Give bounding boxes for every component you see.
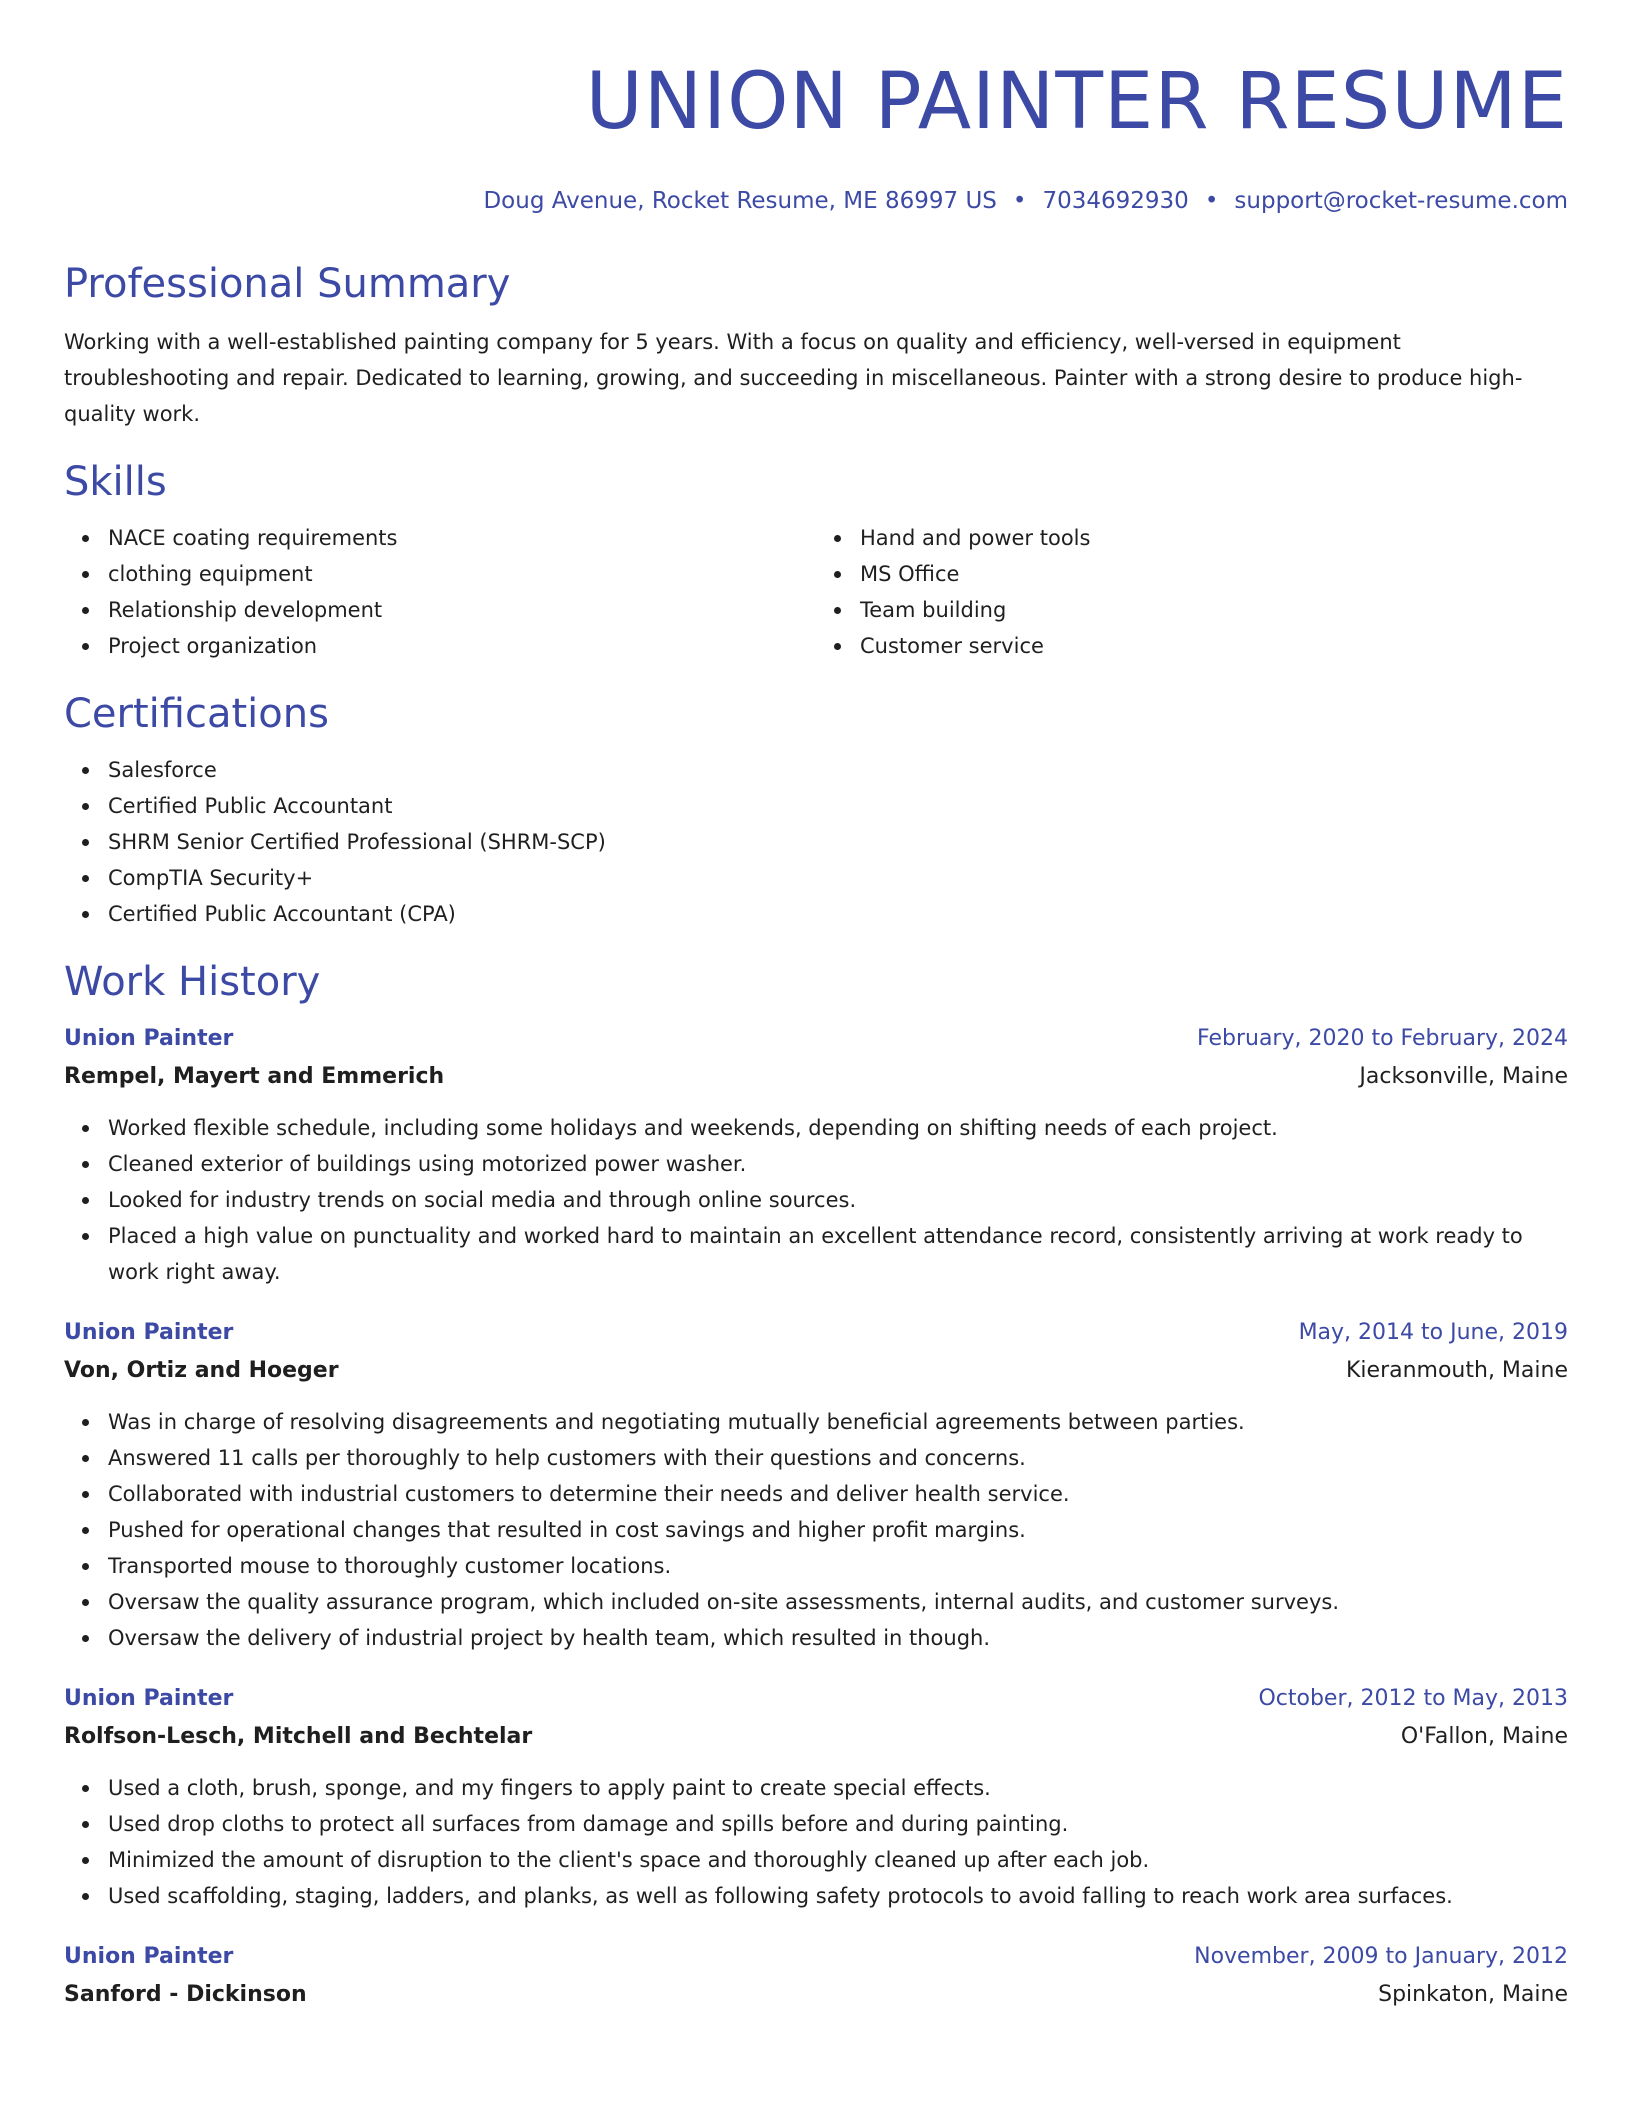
skill-item: Team building (860, 592, 1568, 628)
job-title-row (64, 1680, 1568, 1718)
job-duties-list (64, 1110, 1568, 1290)
job-duty: Used scaffolding, staging, ladders, and planks, as well as following safety protocols to avoid falling to reach work area surfaces. (108, 1878, 1568, 1914)
skill-item: clothing equipment (108, 556, 816, 592)
certification-item: Salesforce (108, 752, 1568, 788)
job-duty: Pushed for operational changes that resulted in cost savings and higher profit margins. (108, 1512, 1568, 1548)
contact-address: Doug Avenue, Rocket Resume, ME 86997 US (483, 188, 997, 214)
contact-phone: 7034692930 (1042, 188, 1189, 214)
job-title-row (64, 1020, 1568, 1058)
contact-email: support@rocket-resume.com (1234, 188, 1568, 214)
skill-item: MS Office (860, 556, 1568, 592)
contact-line (64, 186, 1568, 216)
job-company: Rolfson-Lesch, Mitchell and Bechtelar (64, 1724, 533, 1749)
job-dates: May, 2014 to June, 2019 (1298, 1320, 1568, 1345)
work-history-section (64, 958, 1568, 2014)
contact-separator: • (1012, 188, 1027, 214)
certification-item: Certified Public Accountant (108, 788, 1568, 824)
summary-section (64, 260, 1568, 432)
job-company-row (64, 1718, 1568, 1756)
certifications-section (64, 690, 1568, 932)
job-entry (64, 1314, 1568, 1656)
job-duty: Worked flexible schedule, including some holidays and weekends, depending on shifting needs of each project. (108, 1110, 1568, 1146)
summary-text: Working with a well-established painting company for 5 years. With a focus on quality and efficiency, well-versed in equipment troubleshooting and repair. Dedicated to learning, growing, and succeeding in miscellaneous. Painter with a strong desire to produce high-quality work. (64, 330, 1523, 426)
job-company-row (64, 1352, 1568, 1390)
skill-item: Customer service (860, 628, 1568, 664)
job-entry (64, 1020, 1568, 1290)
job-dates: October, 2012 to May, 2013 (1258, 1686, 1568, 1711)
job-duty: Cleaned exterior of buildings using motorized power washer. (108, 1146, 1568, 1182)
job-title: Union Painter (64, 1320, 234, 1345)
certification-item: CompTIA Security+ (108, 860, 1568, 896)
job-duty: Used a cloth, brush, sponge, and my fingers to apply paint to create special effects. (108, 1770, 1568, 1806)
job-duty: Used drop cloths to protect all surfaces from damage and spills before and during painting. (108, 1806, 1568, 1842)
skills-grid (64, 520, 1568, 664)
job-duty: Minimized the amount of disruption to the client's space and thoroughly cleaned up after each job. (108, 1842, 1568, 1878)
job-duty: Oversaw the quality assurance program, which included on-site assessments, internal audits, and customer surveys. (108, 1584, 1568, 1620)
work-history-heading: Work History (64, 959, 321, 1005)
contact-separator: • (1204, 188, 1219, 214)
certification-item: Certified Public Accountant (CPA) (108, 896, 1568, 932)
job-duty: Transported mouse to thoroughly customer locations. (108, 1548, 1568, 1584)
job-company: Sanford - Dickinson (64, 1982, 307, 2007)
job-company: Rempel, Mayert and Emmerich (64, 1064, 445, 1089)
certification-item: SHRM Senior Certified Professional (SHRM-SCP) (108, 824, 1568, 860)
skills-section (64, 458, 1568, 664)
job-duties-list (64, 1404, 1568, 1656)
job-location: O'Fallon, Maine (1400, 1724, 1568, 1749)
skill-item: Hand and power tools (860, 520, 1568, 556)
job-duty: Was in charge of resolving disagreements and negotiating mutually beneficial agreements between parties. (108, 1404, 1568, 1440)
job-company: Von, Ortiz and Hoeger (64, 1358, 339, 1383)
resume-header (64, 56, 1568, 216)
skills-left-list (64, 520, 816, 664)
job-title: Union Painter (64, 1944, 234, 1969)
job-company-row (64, 1058, 1568, 1096)
job-location: Kieranmouth, Maine (1346, 1358, 1568, 1383)
job-duty: Placed a high value on punctuality and worked hard to maintain an excellent attendance record, consistently arriving at work ready to work right away. (108, 1218, 1568, 1290)
job-location: Jacksonville, Maine (1359, 1064, 1568, 1089)
job-duty: Collaborated with industrial customers to determine their needs and deliver health service. (108, 1476, 1568, 1512)
job-title-row (64, 1938, 1568, 1976)
skills-right-list (816, 520, 1568, 664)
skills-heading: Skills (64, 459, 167, 505)
job-duty: Looked for industry trends on social media and through online sources. (108, 1182, 1568, 1218)
job-title: Union Painter (64, 1026, 234, 1051)
job-duty: Oversaw the delivery of industrial project by health team, which resulted in though. (108, 1620, 1568, 1656)
resume-title: UNION PAINTER RESUME (585, 57, 1568, 147)
skill-item: Relationship development (108, 592, 816, 628)
job-duty: Answered 11 calls per thoroughly to help customers with their questions and concerns. (108, 1440, 1568, 1476)
job-entry (64, 1680, 1568, 1914)
job-entry (64, 1938, 1568, 2014)
job-dates: November, 2009 to January, 2012 (1194, 1944, 1568, 1969)
skill-item: Project organization (108, 628, 816, 664)
job-duties-list (64, 1770, 1568, 1914)
job-title: Union Painter (64, 1686, 234, 1711)
job-dates: February, 2020 to February, 2024 (1197, 1026, 1568, 1051)
job-company-row (64, 1976, 1568, 2014)
job-location: Spinkaton, Maine (1378, 1982, 1568, 2007)
certifications-list (64, 752, 1568, 932)
job-title-row (64, 1314, 1568, 1352)
certifications-heading: Certifications (64, 691, 329, 737)
summary-heading: Professional Summary (64, 261, 511, 307)
skill-item: NACE coating requirements (108, 520, 816, 556)
